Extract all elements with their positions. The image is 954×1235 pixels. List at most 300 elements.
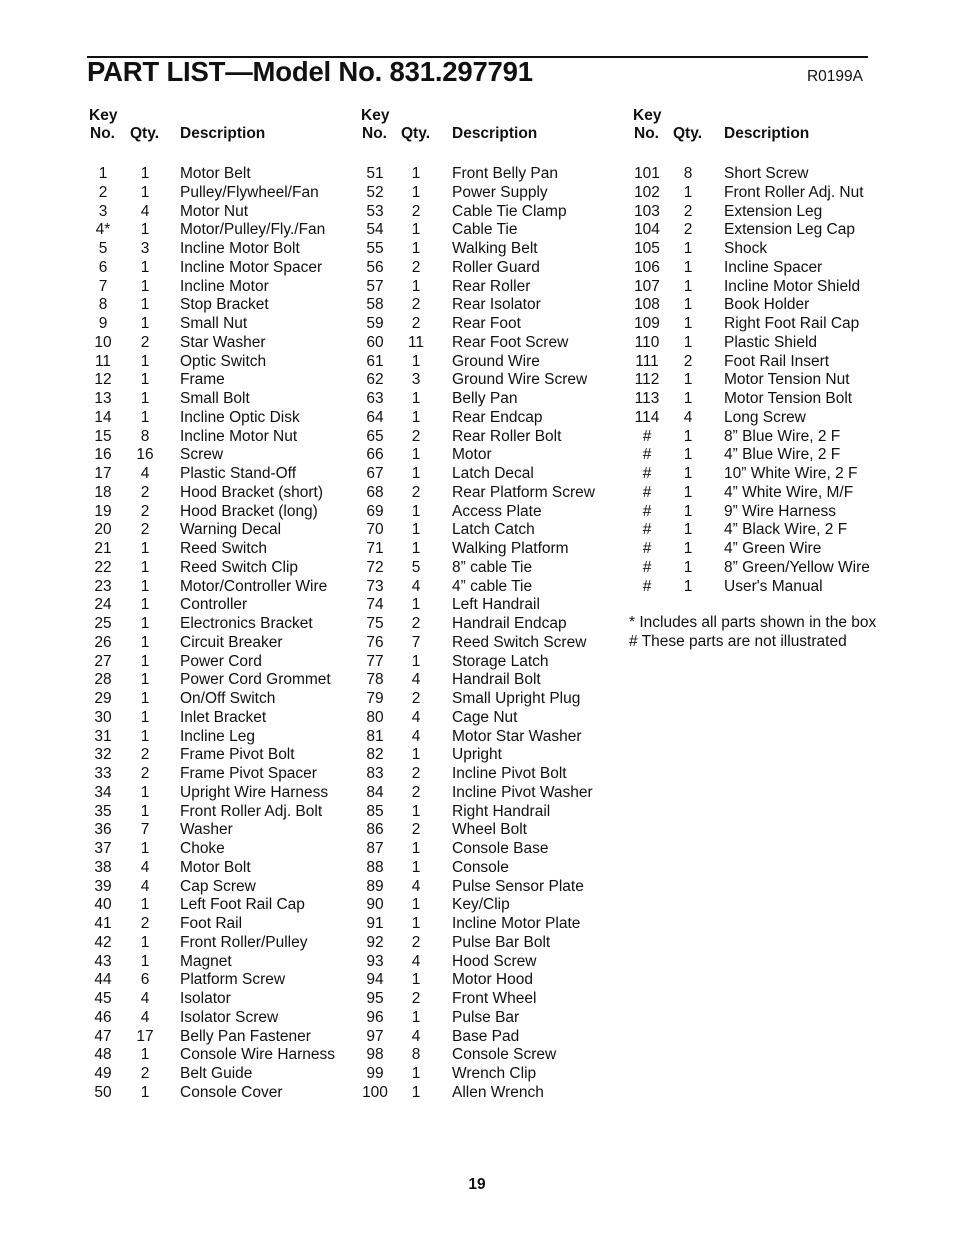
part-key-no: 18	[94, 483, 112, 501]
part-qty: 2	[140, 521, 150, 539]
part-row	[0, 858, 509, 878]
part-description: Choke	[180, 840, 225, 857]
part-row	[0, 840, 549, 859]
part-description: Latch Catch	[452, 521, 535, 539]
part-key-no: 67	[366, 465, 384, 482]
part-key-no: 73	[366, 577, 384, 595]
part-key-no: 16	[94, 446, 112, 464]
part-description: Extension Leg	[724, 202, 823, 220]
part-qty: 1	[140, 708, 150, 726]
part-qty: 4	[411, 577, 421, 595]
part-qty: 2	[140, 1065, 150, 1082]
part-key-no: 74	[366, 596, 384, 614]
part-qty: 11	[407, 333, 425, 351]
part-qty: 1	[411, 277, 421, 295]
part-description: Console Wire Harness	[180, 1046, 336, 1064]
part-key-no: 2	[98, 183, 108, 201]
part-description: Isolator Screw	[180, 1008, 279, 1026]
part-key-no: 15	[94, 427, 112, 445]
part-key-no: 64	[366, 408, 384, 426]
part-qty: 1	[140, 390, 150, 407]
part-description: Rear Foot Screw	[452, 333, 569, 351]
part-qty: 4	[411, 708, 421, 726]
part-qty: 2	[411, 615, 421, 632]
part-description: Handrail Endcap	[452, 615, 567, 632]
part-qty: 1	[683, 483, 693, 501]
part-description: Left Handrail	[452, 596, 540, 614]
part-description: Book Holder	[724, 296, 810, 314]
part-description: Short Screw	[724, 165, 809, 182]
part-qty: 4	[140, 858, 150, 876]
part-qty: 1	[683, 465, 693, 482]
part-description: Rear Isolator	[452, 296, 541, 314]
part-key-no: 68	[366, 483, 384, 501]
part-description: Front Wheel	[452, 990, 537, 1007]
part-description: Console Cover	[180, 1083, 283, 1101]
part-description: Cable Tie Clamp	[452, 202, 567, 220]
header-no-label: No.	[90, 125, 115, 142]
part-row	[0, 652, 549, 672]
part-qty: 4	[411, 952, 421, 970]
part-description: Incline Leg	[180, 727, 255, 745]
part-description: On/Off Switch	[180, 690, 276, 707]
part-row	[0, 633, 587, 653]
part-description: Foot Rail	[180, 915, 243, 932]
part-qty: 4	[140, 202, 150, 220]
part-qty: 1	[683, 371, 693, 389]
header-description-label: Description	[180, 125, 266, 142]
part-key-no: 31	[94, 727, 112, 745]
part-key-no: 111	[635, 352, 659, 370]
part-key-no: 61	[366, 352, 384, 370]
part-key-no: 63	[366, 390, 384, 407]
part-description: Incline Motor Shield	[724, 277, 861, 295]
part-key-no: 56	[366, 258, 384, 276]
part-key-no: 71	[366, 540, 384, 557]
part-description: Electronics Bracket	[180, 615, 313, 632]
part-key-no: 51	[366, 165, 384, 182]
part-description: Incline Motor Bolt	[180, 240, 300, 257]
part-key-no: 49	[94, 1065, 112, 1082]
part-key-no: 55	[366, 240, 384, 257]
part-description: 8” Blue Wire, 2 F	[724, 427, 841, 445]
part-qty: 2	[683, 352, 693, 370]
header-qty-label: Qty.	[401, 125, 430, 142]
part-description: Key/Clip	[452, 896, 510, 914]
part-qty: 2	[140, 502, 150, 520]
part-key-no: 48	[94, 1046, 112, 1064]
part-description: Incline Spacer	[724, 258, 823, 276]
part-qty: 1	[411, 971, 421, 989]
part-row	[0, 990, 537, 1009]
part-qty: 1	[683, 258, 693, 276]
part-key-no: 89	[366, 877, 384, 895]
part-description: Inlet Bracket	[180, 708, 267, 726]
part-description: Plastic Shield	[724, 333, 818, 351]
part-qty: 1	[683, 540, 693, 557]
part-key-no: 33	[94, 765, 112, 782]
column-header	[0, 105, 954, 155]
part-description: Foot Rail Insert	[724, 352, 830, 370]
part-qty: 3	[411, 371, 421, 389]
part-description: Left Foot Rail Cap	[180, 896, 305, 914]
header-description-label: Description	[452, 125, 538, 142]
part-key-no: 40	[94, 896, 112, 914]
part-description: Belly Pan Fastener	[180, 1027, 311, 1045]
part-qty: 1	[140, 633, 150, 651]
part-row	[0, 952, 537, 972]
part-description: Rear Foot	[452, 315, 521, 332]
part-key-no: 5	[98, 240, 108, 257]
part-description: Wheel Bolt	[452, 821, 527, 839]
part-row	[0, 708, 518, 728]
part-qty: 1	[411, 596, 421, 614]
part-row	[0, 727, 582, 747]
part-key-no: 60	[366, 333, 384, 351]
part-row	[0, 1046, 557, 1065]
part-key-no: 98	[366, 1046, 384, 1064]
part-description: 9” Wire Harness	[724, 502, 836, 520]
part-key-no: 83	[366, 765, 384, 782]
header-key-label: Key	[89, 107, 118, 124]
part-qty: 1	[140, 296, 150, 314]
part-key-no: 53	[366, 202, 384, 220]
part-key-no: 69	[366, 502, 384, 520]
part-key-no: 47	[94, 1027, 112, 1045]
part-description: Front Belly Pan	[452, 165, 558, 182]
part-key-no: 21	[94, 540, 112, 557]
part-row	[0, 746, 502, 765]
part-qty: 1	[683, 277, 693, 295]
part-key-no: 105	[634, 240, 660, 257]
part-key-no: 80	[366, 708, 384, 726]
part-row	[0, 615, 567, 634]
part-key-no: 95	[366, 990, 384, 1007]
part-qty: 1	[140, 652, 150, 670]
part-key-no: 20	[94, 521, 112, 539]
part-key-no: 88	[366, 858, 384, 876]
part-qty: 1	[411, 165, 421, 182]
part-key-no: 86	[366, 821, 384, 839]
part-qty: 1	[140, 165, 150, 182]
part-key-no: 107	[634, 277, 660, 295]
part-key-no: 97	[366, 1027, 384, 1045]
part-qty: 8	[411, 1046, 421, 1064]
part-qty: 1	[140, 840, 150, 857]
part-description: Reed Switch Screw	[452, 633, 587, 651]
part-key-no: 75	[366, 615, 384, 632]
part-description: Motor/Controller Wire	[180, 577, 328, 595]
part-row	[0, 690, 581, 709]
part-key-no: #	[642, 446, 652, 464]
header-qty-label: Qty.	[130, 125, 159, 142]
part-qty: 4	[411, 877, 421, 895]
part-key-no: 102	[634, 183, 660, 201]
part-description: Platform Screw	[180, 971, 286, 989]
part-key-no: 4*	[95, 221, 111, 239]
part-description: Pulse Bar	[452, 1008, 520, 1026]
part-description: Stop Bracket	[180, 296, 269, 314]
part-description: Isolator	[180, 990, 231, 1007]
part-qty: 1	[411, 221, 421, 239]
part-qty: 1	[411, 746, 421, 764]
part-qty: 1	[683, 521, 693, 539]
part-qty: 5	[411, 558, 421, 576]
part-key-no: #	[642, 558, 652, 576]
part-qty: 1	[683, 558, 693, 576]
part-description: Wrench Clip	[452, 1065, 537, 1082]
part-qty: 2	[411, 765, 421, 782]
part-description: 8” cable Tie	[452, 558, 533, 576]
part-key-no: 25	[94, 615, 112, 632]
header-qty-label: Qty.	[673, 125, 702, 142]
part-key-no: 36	[94, 821, 112, 839]
header-key-label: Key	[361, 107, 390, 124]
part-qty: 1	[411, 502, 421, 520]
part-key-no: 57	[366, 277, 384, 295]
part-description: Long Screw	[724, 408, 806, 426]
part-description: 4” Green Wire	[724, 540, 822, 557]
part-key-no: 78	[366, 671, 384, 689]
part-description: Upright Wire Harness	[180, 783, 329, 801]
part-row	[0, 783, 593, 803]
part-key-no: 32	[94, 746, 112, 764]
part-key-no: 52	[366, 183, 384, 201]
part-description: Motor Star Washer	[452, 727, 582, 745]
part-description: 4” cable Tie	[452, 577, 533, 595]
part-key-no: 43	[94, 952, 112, 970]
part-key-no: 11	[94, 352, 112, 370]
part-row	[0, 971, 533, 990]
part-description: Warning Decal	[180, 521, 282, 539]
part-description: Motor Belt	[180, 165, 251, 182]
part-qty: 1	[411, 1008, 421, 1026]
part-key-no: 62	[366, 371, 384, 389]
part-description: Small Nut	[180, 315, 248, 332]
part-key-no: 108	[634, 296, 660, 314]
header-no-label: No.	[634, 125, 659, 142]
part-description: Cap Screw	[180, 877, 256, 895]
part-description: Ground Wire	[452, 352, 540, 370]
part-qty: 1	[411, 240, 421, 257]
part-description: Pulse Bar Bolt	[452, 933, 551, 951]
part-key-no: 114	[634, 408, 660, 426]
part-qty: 1	[140, 558, 150, 576]
part-key-no: 10	[94, 333, 112, 351]
part-qty: 4	[411, 727, 421, 745]
part-row	[0, 596, 540, 615]
part-qty: 2	[140, 915, 150, 932]
part-key-no: 23	[94, 577, 112, 595]
part-qty: 1	[140, 315, 150, 332]
part-description: Shock	[724, 240, 768, 257]
part-description: Incline Pivot Washer	[452, 783, 593, 801]
part-qty: 1	[140, 352, 150, 370]
part-description: Rear Roller	[452, 277, 531, 295]
part-qty: 4	[411, 671, 421, 689]
part-key-no: #	[642, 427, 652, 445]
part-description: Incline Pivot Bolt	[452, 765, 567, 782]
part-qty: 1	[411, 540, 421, 557]
part-key-no: 87	[366, 840, 384, 857]
note-asterisk: * Includes all parts shown in the box	[629, 614, 877, 631]
part-description: Plastic Stand-Off	[180, 465, 297, 482]
part-row	[0, 933, 551, 953]
part-row	[0, 1065, 537, 1084]
part-description: Rear Roller Bolt	[452, 427, 562, 445]
part-row	[0, 765, 567, 784]
part-key-no: 29	[94, 690, 112, 707]
part-description: Latch Decal	[452, 465, 534, 482]
part-key-no: 100	[362, 1083, 388, 1101]
part-description: Motor Nut	[180, 202, 249, 220]
part-qty: 3	[140, 240, 150, 257]
part-qty: 1	[140, 896, 150, 914]
part-key-no: 30	[94, 708, 112, 726]
part-key-no: 44	[94, 971, 112, 989]
part-key-no: 28	[94, 671, 112, 689]
note-hash: # These parts are not illustrated	[629, 633, 847, 650]
part-qty: 1	[411, 858, 421, 876]
part-key-no: 9	[98, 315, 108, 332]
part-key-no: 13	[94, 390, 112, 407]
part-qty: 2	[411, 933, 421, 951]
part-qty: 1	[683, 502, 693, 520]
part-description: Incline Motor Plate	[452, 915, 581, 932]
part-description: Motor Bolt	[180, 858, 251, 876]
part-description: Hood Bracket (short)	[180, 483, 323, 501]
part-key-no: #	[642, 577, 652, 595]
part-qty: 1	[683, 427, 693, 445]
part-key-no: 26	[94, 633, 112, 651]
part-qty: 1	[411, 183, 421, 201]
part-description: Right Handrail	[452, 802, 551, 820]
part-key-no: 110	[634, 333, 660, 351]
part-row	[0, 821, 527, 840]
part-key-no: 35	[94, 802, 112, 820]
part-key-no: 1	[98, 165, 108, 182]
part-qty: 2	[411, 427, 421, 445]
part-qty: 2	[140, 765, 150, 782]
part-row	[0, 1027, 520, 1047]
part-qty: 2	[411, 483, 421, 501]
part-description: 10” White Wire, 2 F	[724, 465, 858, 482]
part-qty: 1	[683, 333, 693, 351]
part-qty: 1	[411, 390, 421, 407]
part-key-no: 65	[366, 427, 384, 445]
part-qty: 1	[140, 221, 150, 239]
part-description: Cable Tie	[452, 221, 518, 239]
part-key-no: 22	[94, 558, 112, 576]
part-key-no: 72	[366, 558, 384, 576]
part-description: Rear Platform Screw	[452, 483, 595, 501]
part-key-no: 82	[366, 746, 384, 764]
part-qty: 2	[683, 221, 693, 239]
part-qty: 1	[140, 596, 150, 614]
part-qty: 1	[411, 1065, 421, 1082]
part-qty: 2	[411, 783, 421, 801]
header-no-label: No.	[362, 125, 387, 142]
part-key-no: 41	[94, 915, 112, 932]
part-key-no: 6	[98, 258, 108, 276]
part-key-no: 93	[366, 952, 384, 970]
part-qty: 1	[411, 521, 421, 539]
part-key-no: 112	[634, 371, 660, 389]
part-qty: 1	[411, 352, 421, 370]
part-qty: 4	[140, 1008, 150, 1026]
part-description: Motor Tension Bolt	[724, 390, 853, 407]
part-key-no: #	[642, 465, 652, 482]
part-description: Hood Screw	[452, 952, 537, 970]
part-key-no: #	[642, 540, 652, 557]
part-description: Washer	[180, 821, 233, 839]
part-key-no: 58	[366, 296, 384, 314]
part-description: Handrail Bolt	[452, 671, 541, 689]
part-description: Incline Motor Spacer	[180, 258, 323, 276]
part-qty: 4	[140, 877, 150, 895]
part-key-no: 99	[366, 1065, 384, 1082]
part-description: Motor/Pulley/Fly./Fan	[180, 221, 326, 239]
document-code: R0199A	[806, 68, 863, 85]
part-qty: 2	[411, 296, 421, 314]
page-title: PART LIST—Model No. 831.297791	[87, 56, 533, 87]
part-description: Allen Wrench	[452, 1083, 544, 1101]
part-key-no: #	[642, 502, 652, 520]
part-description: User's Manual	[724, 577, 823, 595]
part-description: Cage Nut	[452, 708, 518, 726]
part-key-no: 85	[366, 802, 384, 820]
part-qty: 4	[411, 1027, 421, 1045]
part-qty: 4	[683, 408, 693, 426]
part-qty: 8	[140, 427, 150, 445]
part-description: Access Plate	[452, 502, 542, 520]
part-description: Belly Pan	[452, 390, 518, 407]
part-qty: 2	[140, 483, 150, 501]
part-qty: 2	[411, 315, 421, 332]
part-qty: 1	[683, 183, 693, 201]
part-qty: 1	[140, 615, 150, 632]
part-key-no: 3	[98, 202, 108, 220]
part-description: Incline Motor Nut	[180, 427, 298, 445]
part-qty: 4	[140, 990, 150, 1007]
part-row	[0, 1083, 544, 1103]
part-row	[0, 915, 581, 934]
part-key-no: 17	[94, 465, 112, 482]
part-description: Magnet	[180, 952, 232, 970]
part-row	[0, 671, 541, 690]
part-qty: 6	[140, 971, 150, 989]
part-description: Star Washer	[180, 333, 266, 351]
part-description: Console	[452, 858, 509, 876]
part-key-no: #	[642, 521, 652, 539]
part-key-no: 34	[94, 783, 112, 801]
part-row	[0, 802, 551, 822]
part-qty: 1	[411, 915, 421, 932]
part-description: Console Screw	[452, 1046, 557, 1064]
part-key-no: 94	[366, 971, 384, 989]
part-qty: 1	[411, 446, 421, 464]
part-key-no: 42	[94, 933, 112, 951]
part-qty: 1	[140, 408, 150, 426]
part-key-no: #	[642, 483, 652, 501]
part-description: 4” White Wire, M/F	[724, 483, 854, 501]
part-qty: 1	[683, 240, 693, 257]
part-key-no: 37	[94, 840, 112, 857]
part-description: Frame Pivot Spacer	[180, 765, 317, 782]
part-description: Front Roller/Pulley	[180, 933, 308, 951]
part-qty: 2	[411, 258, 421, 276]
part-qty: 17	[136, 1027, 154, 1045]
